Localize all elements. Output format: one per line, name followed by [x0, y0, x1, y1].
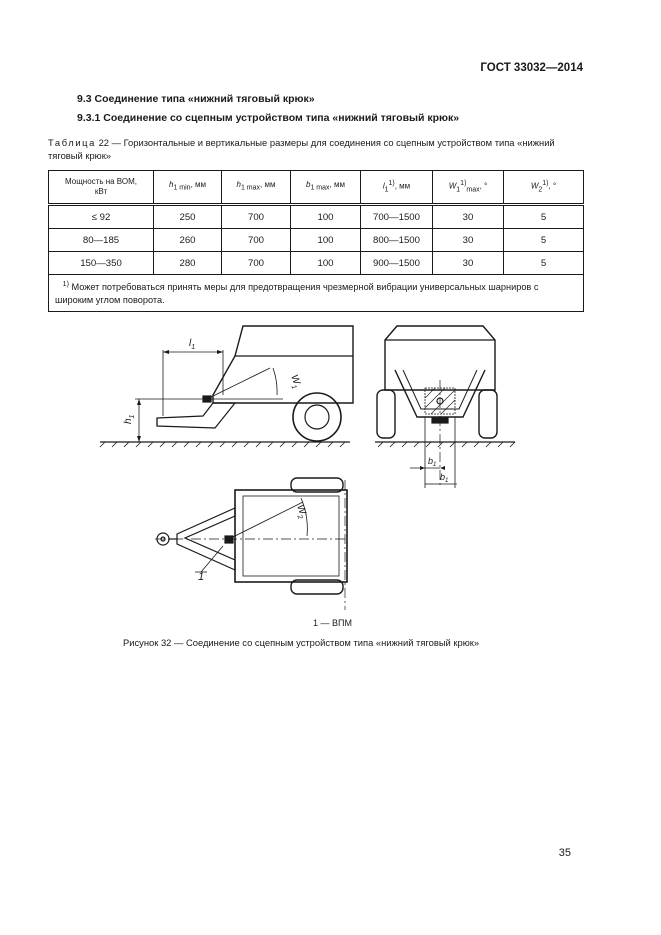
- table-row: 80—185 260 700 100 800—1500 30 5: [49, 229, 584, 252]
- standard-number: ГОСТ 33032—2014: [480, 62, 583, 74]
- front-view: [375, 326, 515, 488]
- table-caption-text: 22 — Горизонтальные и вертикальные размеры для соединения со сцепным устройством типа «нижний тяговый крюк»: [48, 137, 555, 161]
- label-b1-lower: $b_1$: [440, 472, 449, 484]
- callout-1: 1: [198, 571, 205, 583]
- table-row: ≤ 92 250 700 100 700—1500 30 5: [49, 205, 584, 229]
- header-power: Мощность на ВОМ, кВт: [49, 171, 154, 205]
- subsection-title: 9.3.1 Соединение со сцепным устройством типа «нижний тяговый крюк»: [77, 112, 460, 124]
- table-caption: [48, 137, 588, 162]
- coupling-figure: [95, 320, 565, 628]
- header-w1: $W_1^{1)}_{max}$, °: [433, 171, 504, 205]
- label-w2: $W_2$: [294, 503, 308, 521]
- page-number: 35: [558, 847, 571, 859]
- table-footnote: $^{1)}$ Может потребоваться принять меры для предотвращения чрезмерной вибрации универсальных шарниров с широким углом поворота.: [49, 275, 584, 312]
- dimensions-table: [48, 170, 584, 312]
- section-title: 9.3 Соединение типа «нижний тяговый крюк»: [77, 93, 315, 105]
- table-row: 150—350 280 700 100 900—1500 30 5: [49, 252, 584, 275]
- header-l1: $l_1^{1)}$, мм: [361, 171, 433, 205]
- side-view: [100, 326, 353, 447]
- label-b1-upper: $b_1$: [428, 456, 437, 468]
- label-h1: $h_1$: [123, 414, 136, 424]
- header-b-max: $b_{1 max}$, мм: [291, 171, 361, 205]
- top-view: [155, 478, 347, 610]
- label-w1: $W_1$: [288, 373, 302, 391]
- header-w2: $W_2^{1)}$, °: [504, 171, 584, 205]
- header-h-min: $h_{1 min}$, мм: [154, 171, 222, 205]
- table-caption-label: Таблица: [48, 137, 96, 148]
- label-l1: $l_1$: [189, 338, 196, 351]
- header-h-max: $h_{1 max}$, мм: [222, 171, 291, 205]
- figure-caption: Рисунок 32 — Соединение со сцепным устройством типа «нижний тяговый крюк»: [123, 637, 480, 648]
- figure-legend: 1 — ВПМ: [313, 618, 352, 628]
